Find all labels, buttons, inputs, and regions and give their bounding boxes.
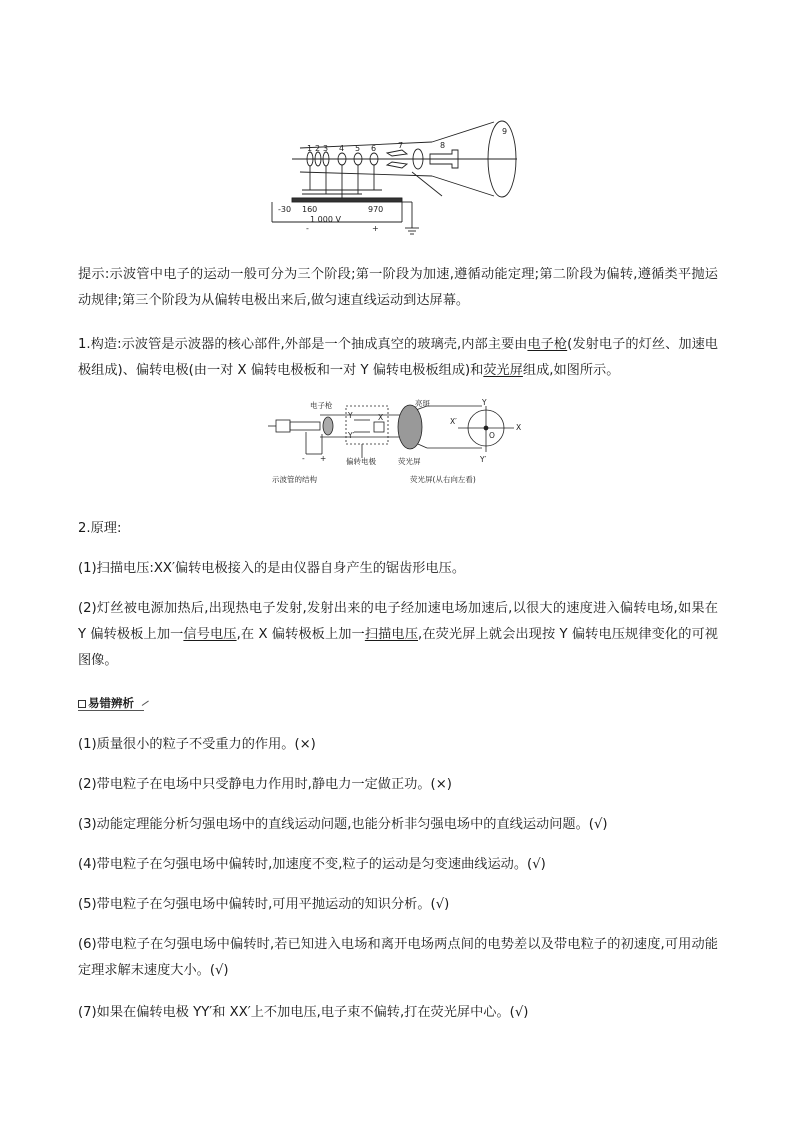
fig2-screen-caption: 荧光屏(从右向左看) <box>410 475 476 484</box>
voltage-970: 970 <box>368 205 384 214</box>
fig2-X: X <box>378 413 384 422</box>
fig2-bright-spot: 亮斑 <box>415 399 430 408</box>
error-item-2: (2)带电粒子在电场中只受静电力作用时,静电力一定做正功。(×) <box>78 777 452 792</box>
oscilloscope-schematic-figure <box>262 110 532 242</box>
fig2-screen-X: X <box>516 423 522 432</box>
fig2-screen-Xp: X′ <box>450 417 457 426</box>
label-7: 7 <box>398 141 404 150</box>
electron-gun-term: 电子枪 <box>527 337 568 352</box>
fig2-tube-caption: 示波管的结构 <box>272 475 317 484</box>
label-8: 8 <box>440 141 446 150</box>
error-item-5: (5)带电粒子在匀强电场中偏转时,可用平抛运动的知识分析。(√) <box>78 897 450 912</box>
signal-voltage-term: 信号电压 <box>183 627 237 642</box>
error-item-3: (3)动能定理能分析匀强电场中的直线运动问题,也能分析非匀强电场中的直线运动问题。(√) <box>78 817 608 832</box>
principle-item-1: (1)扫描电压:XX′偏转电极接入的是由仪器自身产生的锯齿形电压。 <box>78 561 466 576</box>
label-4: 4 <box>339 144 345 153</box>
supply-voltage: 1 000 V <box>310 215 341 224</box>
voltage-neg30: -30 <box>278 205 292 214</box>
error-item-6: (6)带电粒子在匀强电场中偏转时,若已知进入电场和离开电场两点间的电势差以及带电粒子的初速度,可用动能定理求解末速度大小。(√) <box>78 937 718 978</box>
principle-item-2: (2)灯丝被电源加热后,出现热电子发射,发射出来的电子经加速电场加速后,以很大的速度进入偏转电场,如果在 Y 偏转极板上加一信号电压,在 X 偏转极板上加一扫描电压,在荧光屏上就会出现按 Y 偏转电压规律变化的可视图像。 <box>78 601 718 668</box>
label-2: 2 <box>315 144 321 153</box>
supply-minus: - <box>306 224 309 233</box>
label-9: 9 <box>502 127 508 136</box>
fig2-screen-Y: Y <box>482 398 487 407</box>
fluorescent-screen-term: 荧光屏 <box>483 363 523 378</box>
scan-voltage-term: 扫描电压 <box>364 627 419 642</box>
error-item-4: (4)带电粒子在匀强电场中偏转时,加速度不变,粒子的运动是匀变速曲线运动。(√) <box>78 857 546 872</box>
error-item-7: (7)如果在偏转电极 YY′和 XX′上不加电压,电子束不偏转,打在荧光屏中心。(√) <box>78 1005 529 1020</box>
label-3: 3 <box>323 144 329 153</box>
principle-title: 2.原理: <box>78 521 122 536</box>
label-5: 5 <box>355 144 361 153</box>
voltage-160: 160 <box>302 205 318 214</box>
label-6: 6 <box>371 144 377 153</box>
fig2-screen-O: O <box>489 431 495 440</box>
supply-plus: + <box>372 224 379 233</box>
fig2-Y: Y <box>348 411 353 420</box>
tube-structure-figure <box>262 398 532 490</box>
fig2-plus: + <box>320 454 327 463</box>
error-item-1: (1)质量很小的粒子不受重力的作用。(×) <box>78 737 316 752</box>
hint-paragraph: 提示:示波管中电子的运动一般可分为三个阶段;第一阶段为加速,遵循动能定理;第二阶段为偏转,遵循类平抛运动规律;第三个阶段为从偏转电极出来后,做匀速直线运动到达屏幕。 <box>78 267 718 308</box>
structure-paragraph: 1.构造:示波管是示波器的核心部件,外部是一个抽成真空的玻璃壳,内部主要由电子枪(发射电子的灯丝、加速电极组成)、偏转电极(由一对 X 偏转电极板和一对 Y 偏转电极板组成)和荧光屏组成,如图所示。 <box>78 337 718 378</box>
fig2-minus: - <box>302 454 305 463</box>
label-1: 1 <box>307 144 313 153</box>
square-icon <box>78 700 86 708</box>
fig2-deflect-label: 偏转电极 <box>346 457 376 466</box>
error-analysis-heading: 易错辨析 <box>78 694 158 716</box>
fig2-screen-Yp: Y′ <box>480 455 487 464</box>
fig2-Yp: Y′ <box>348 431 355 440</box>
fig2-gun-label: 电子枪 <box>310 401 333 410</box>
fig2-screen-label: 荧光屏 <box>398 457 421 466</box>
